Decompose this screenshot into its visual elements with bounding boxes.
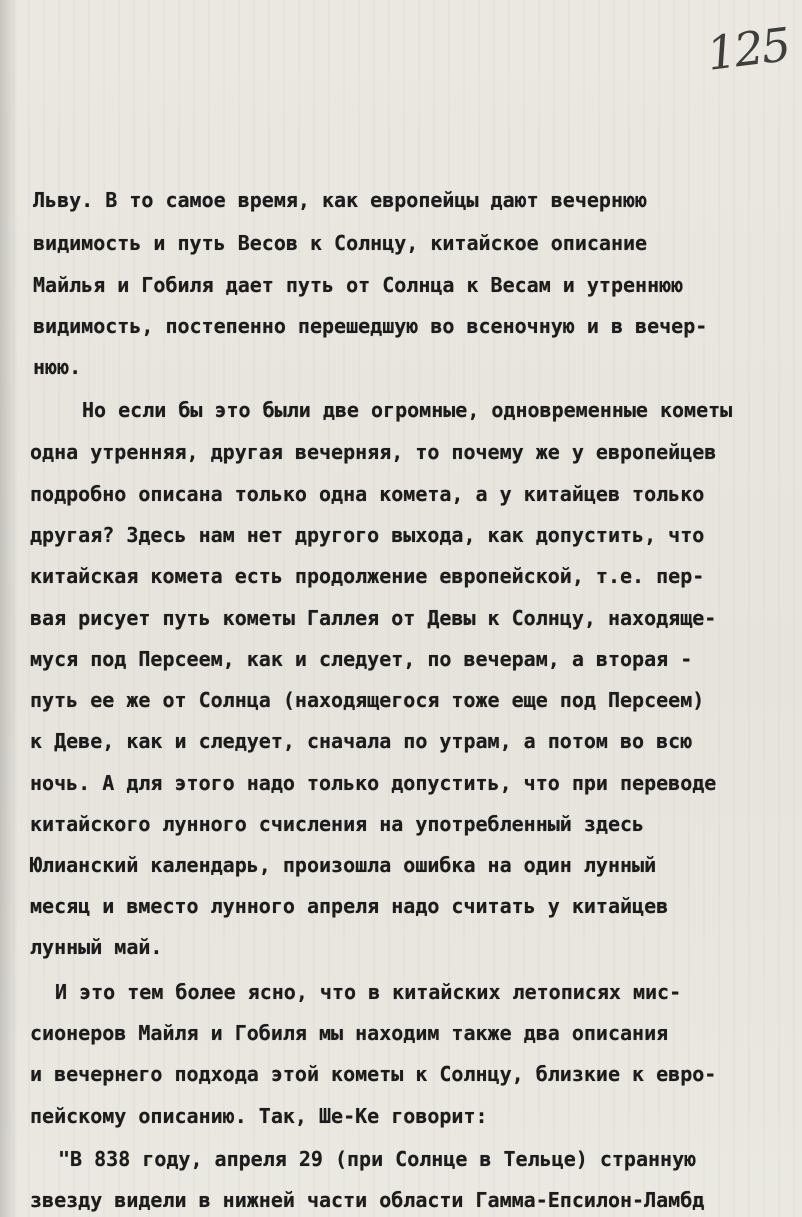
text-line: нюю. xyxy=(33,355,82,379)
text-line: к Деве, как и следует, сначала по утрам, а потом во всю xyxy=(30,729,693,753)
text-line: видимость, постепенно перешедшую во всеночную и в вечер- xyxy=(33,314,708,338)
text-line: муся под Персеем, как и следует, по вечерам, а вторая - xyxy=(30,647,693,671)
text-line: Но если бы это были две огромные, одновременные кометы xyxy=(82,398,733,422)
text-line: сионеров Майля и Гобиля мы находим также два описания xyxy=(30,1021,669,1045)
text-line: звезду видели в нижней части области Гамма-Епсилон-Ламбд xyxy=(30,1188,705,1212)
text-line: Юлианский календарь, произошла ошибка на один лунный xyxy=(30,853,657,877)
text-line: Льву. В то самое время, как европейцы дают вечернюю xyxy=(33,188,648,212)
text-line: видимость и путь Весов к Солнцу, китайское описание xyxy=(33,231,648,255)
handwritten-page-number: 125 xyxy=(704,17,792,81)
text-line: И это тем более ясно, что в китайских летописях мис- xyxy=(55,980,682,1004)
text-line: месяц и вместо лунного апреля надо считать у китайцев xyxy=(30,894,669,918)
text-line: китайского лунного счисления на употребленный здесь xyxy=(30,812,645,836)
text-line: пейскому описанию. Так, Ше-Ке говорит: xyxy=(30,1104,488,1128)
text-line: вая рисует путь кометы Галлея от Девы к Солнцу, находяще- xyxy=(30,606,717,630)
text-line: Майлья и Гобиля дает путь от Солнца к Весам и утреннюю xyxy=(33,273,684,297)
text-line: "В 838 году, апреля 29 (при Солнце в Тельце) странную xyxy=(58,1147,697,1171)
text-line: путь ее же от Солнца (находящегося тоже еще под Персеем) xyxy=(30,688,705,712)
text-line: и вечернего подхода этой кометы к Солнцу, близкие к евро- xyxy=(30,1062,717,1086)
text-line: ночь. А для этого надо только допустить, что при переводе xyxy=(30,771,717,795)
text-line: китайская комета есть продолжение европейской, т.е. пер- xyxy=(30,564,705,588)
text-line: лунный май. xyxy=(30,935,163,959)
text-line: другая? Здесь нам нет другого выхода, как допустить, что xyxy=(30,523,705,547)
text-line: подробно описана только одна комета, а у китайцев только xyxy=(30,482,705,506)
text-line: одна утренняя, другая вечерняя, то почему же у европейцев xyxy=(30,440,717,464)
